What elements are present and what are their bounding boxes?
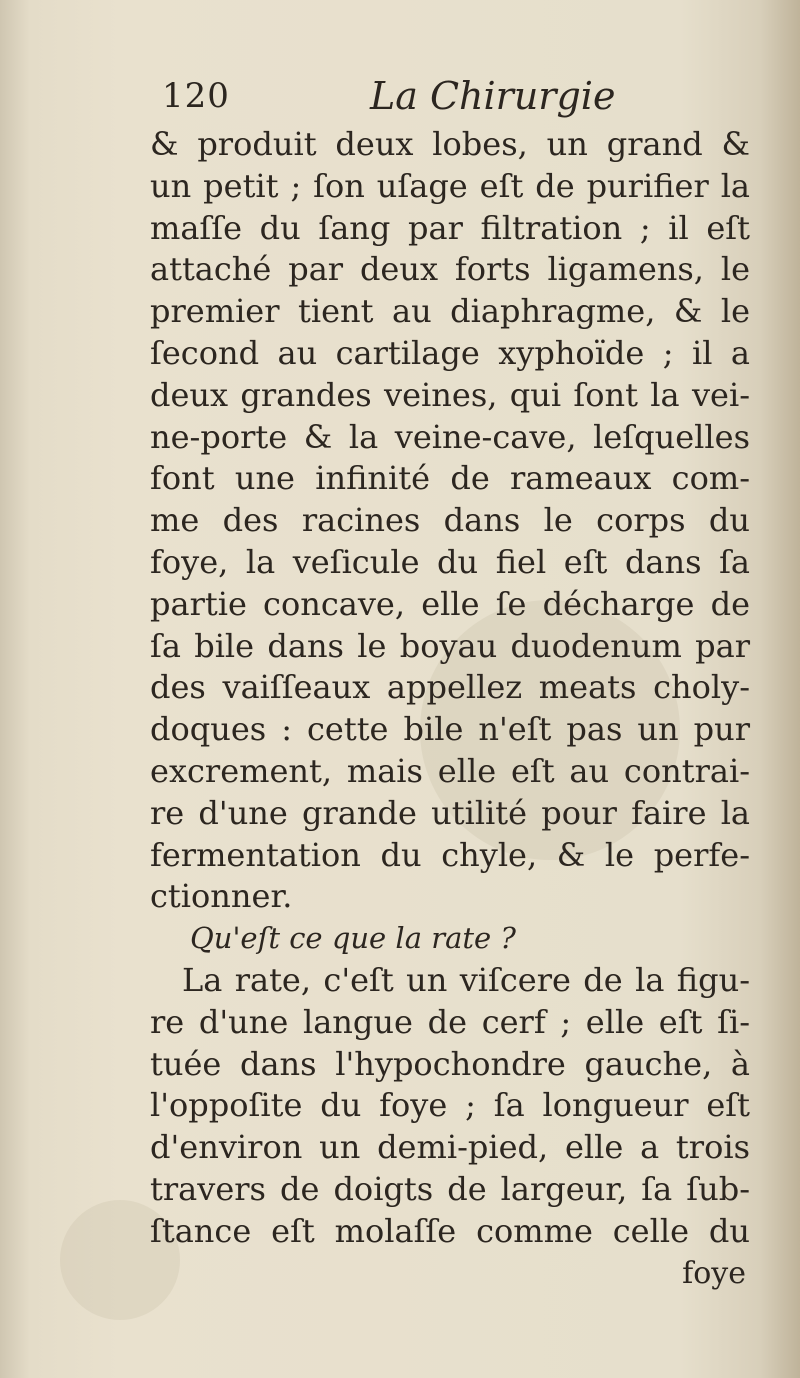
text-line: ctionner. bbox=[150, 877, 293, 916]
text-line: & produit deux lobes, un grand & bbox=[150, 125, 750, 163]
text-line: doques : cette bile n'eſt pas un pur bbox=[150, 710, 750, 749]
text-line: La rate, c'eſt un viſcere de la figu- bbox=[182, 960, 750, 999]
text-line: maſſe du ſang par filtration ; il eſt bbox=[150, 208, 750, 247]
text-line: font une infinité de rameaux com- bbox=[150, 459, 750, 498]
text-line: premier tient au diaphragme, & le bbox=[150, 292, 750, 331]
running-title: La Chirurgie bbox=[370, 74, 616, 118]
text-line: ſtance eſt molaſſe comme celle du bbox=[150, 1211, 750, 1250]
text-line: un petit ; ſon uſage eſt de purifier la bbox=[150, 166, 750, 205]
text-line: excrement, mais elle eſt au contrai- bbox=[150, 751, 750, 790]
page-header bbox=[150, 70, 650, 120]
question-heading: Qu'eſt ce que la rate ? bbox=[190, 921, 516, 956]
text-line: me des racines dans le corps du bbox=[150, 501, 750, 540]
text-line: ne-porte & la veine-cave, leſquelles bbox=[150, 417, 750, 456]
text-line: l'oppoſite du foye ; ſa longueur eſt bbox=[150, 1086, 750, 1125]
text-line: travers de doigts de largeur, ſa ſub- bbox=[150, 1169, 750, 1208]
text-line: fermentation du chyle, & le perfe- bbox=[150, 835, 750, 874]
text-line: tuée dans l'hypochondre gauche, à bbox=[150, 1044, 750, 1083]
page-number: 120 bbox=[162, 76, 230, 116]
text-line: re d'une grande utilité pour faire la bbox=[150, 793, 750, 832]
catchword: foye bbox=[682, 1255, 746, 1291]
text-line: partie concave, elle ſe décharge de bbox=[150, 584, 750, 623]
text-line: ſecond au cartilage xyphoïde ; il a bbox=[150, 333, 750, 372]
text-line: des vaiſſeaux appellez meats choly- bbox=[150, 668, 750, 707]
text-line: attaché par deux forts ligamens, le bbox=[150, 250, 750, 289]
page-body bbox=[150, 124, 750, 1294]
text-line: d'environ un demi-pied, elle a trois bbox=[150, 1128, 750, 1167]
text-line: foye, la veſicule du fiel eſt dans ſa bbox=[150, 542, 750, 581]
text-line: re d'une langue de cerf ; elle eſt ſi- bbox=[150, 1002, 750, 1041]
text-line: ſa bile dans le boyau duodenum par bbox=[150, 626, 750, 665]
text-line: deux grandes veines, qui ſont la vei- bbox=[150, 375, 750, 414]
